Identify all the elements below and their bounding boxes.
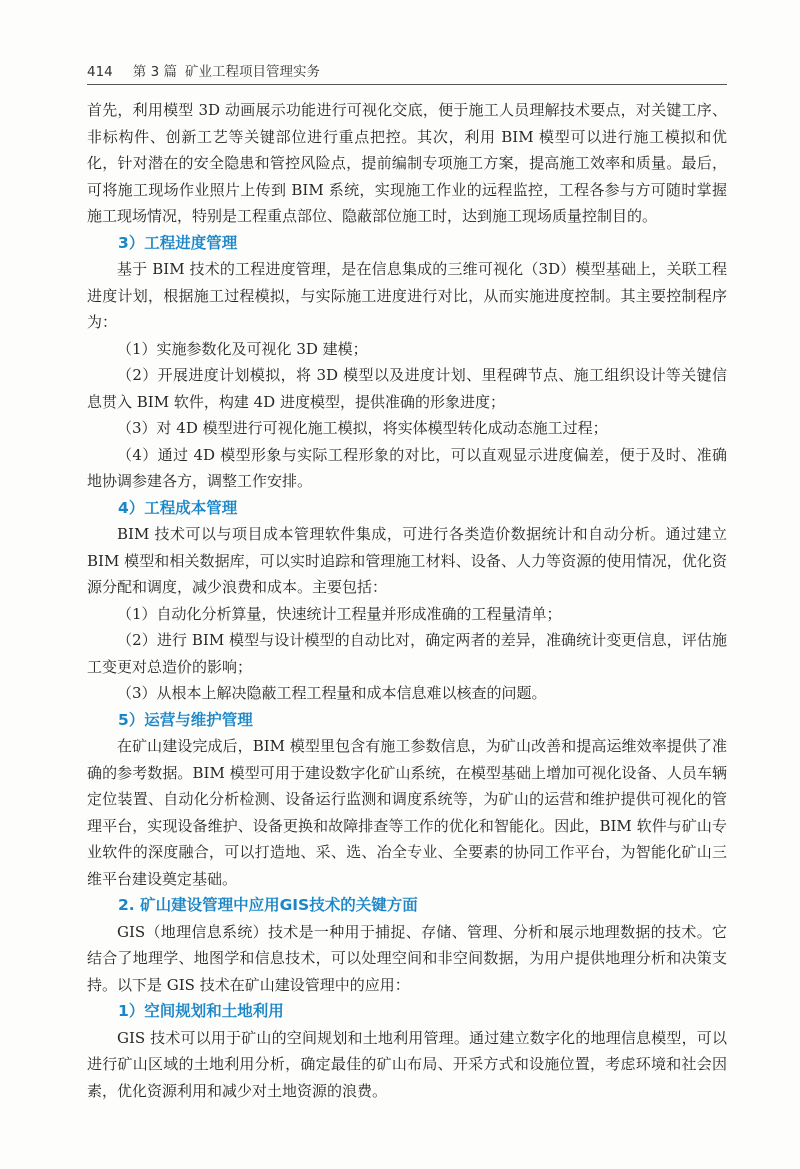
paragraph: 基于 BIM 技术的工程进度管理，是在信息集成的三维可视化（3D）模型基础上，关联工程进度计划，根据施工过程模拟，与实际施工进度进行对比，从而实施进度控制。其主要控制程序为： — [87, 260, 727, 331]
section-heading: 2. 矿山建设管理中应用GIS技术的关键方面 — [118, 896, 418, 914]
paragraph: （1）实施参数化及可视化 3D 建模； — [117, 339, 368, 358]
paragraph: GIS（地理信息系统）技术是一种用于捕捉、存储、管理、分析和展示地理数据的技术。它结合了地理学、地图学和信息技术，可以处理空间和非空间数据，为用户提供地理分析和决策支持。以下是 GIS 技术在矿山建设管理中的应用： — [87, 922, 727, 994]
paragraph: （3）对 4D 模型进行可视化施工模拟，将实体模型转化成动态施工过程； — [117, 419, 608, 437]
section-heading: 1）空间规划和土地利用 — [118, 1002, 284, 1020]
section-heading: 4）工程成本管理 — [118, 498, 238, 517]
part-title: 矿业工程项目管理实务 — [184, 64, 320, 80]
paragraph: （2）进行 BIM 模型与设计模型的自动比对，确定两者的差异，准确统计变更信息，评估施工变更对总造价的影响； — [87, 631, 727, 676]
paragraph: 首先，利用模型 3D 动画展示功能进行可视化交底，便于施工人员理解技术要点，对关键工序、非标构件、创新工艺等关键部位进行重点把控。其次，利用 BIM 模型可以进行施工模拟和优化，针对潜在的安全隐患和管控风险点，提前编制专项施工方案，提高施工效率和质量。最后，可将施工现场作业照片上传到 BIM 系统，实现施工作业的远程监控，工程各参与方可随时掌握施工现场情况，特别是工程重点部位、隐蔽部位施工时，达到施工现场质量控制目的。 — [87, 101, 727, 225]
paragraph: BIM 技术可以与项目成本管理软件集成，可进行各类造价数据统计和自动分析。通过建立 BIM 模型和相关数据库，可以实时追踪和管理施工材料、设备、人力等资源的使用情况，优化资源分配和调度，减少浪费和成本。主要包括： — [87, 525, 727, 596]
page-number: 414 — [87, 64, 113, 80]
paragraph: GIS 技术可以用于矿山的空间规划和土地利用管理。通过建立数字化的地理信息模型，可以进行矿山区域的土地利用分析，确定最佳的矿山布局、开采方式和设施位置，考虑环境和社会因素，优化资源利用和减少对土地资源的浪费。 — [87, 1028, 727, 1100]
paragraph: （2）开展进度计划模拟，将 3D 模型以及进度计划、里程碑节点、施工组织设计等关键信息贯入 BIM 软件，构建 4D 进度模型，提供准确的形象进度； — [87, 366, 727, 411]
paragraph: （1）自动化分析算量，快速统计工程量并形成准确的工程量清单； — [117, 604, 562, 623]
paragraph: 在矿山建设完成后，BIM 模型里包含有施工参数信息，为矿山改善和提高运维效率提供了准确的参考数据。BIM 模型可用于建设数字化矿山系统，在模型基础上增加可视化设备、人员车辆定位装置、自动化分析检测、设备运行监测和调度系统等，为矿山的运营和维护提供可视化的管理平台，实现设备维护、设备更换和故障排查等工作的优化和智能化。因此，BIM 软件与矿山专业软件的深度融合，可以打造地、采、选、冶全专业、全要素的协同工作平台，为智能化矿山三维平台建设奠定基础。 — [87, 737, 727, 888]
section-heading: 5）运营与维护管理 — [118, 710, 253, 729]
section-heading: 3）工程进度管理 — [118, 233, 238, 252]
page-body — [87, 97, 727, 1104]
header-rule — [87, 84, 727, 85]
paragraph: （3）从根本上解决隐蔽工程工程量和成本信息难以核查的问题。 — [117, 684, 547, 702]
part-label: 第 3 篇 — [132, 64, 177, 80]
paragraph: （4）通过 4D 模型形象与实际工程形象的对比，可以直观显示进度偏差，便于及时、准确地协调参建各方，调整工作安排。 — [87, 445, 727, 490]
